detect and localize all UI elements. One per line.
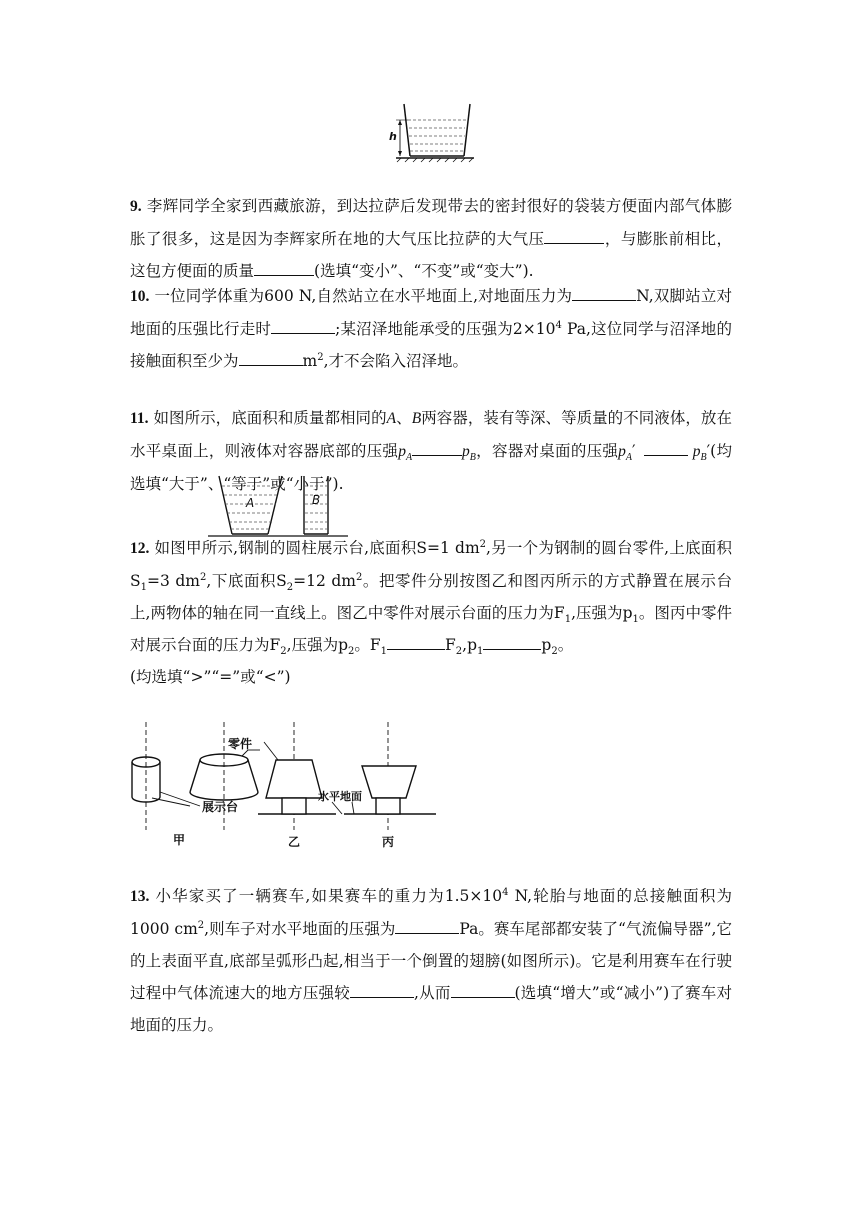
- question-text: ,下底面积S: [206, 572, 287, 590]
- pressure-symbol: p: [462, 443, 470, 460]
- subscript: 2: [348, 646, 355, 658]
- container-b-name: B: [411, 410, 422, 427]
- question-text: =3 dm: [147, 572, 200, 590]
- question-text: =12 dm: [293, 572, 356, 590]
- prime-mark: ′: [706, 442, 711, 460]
- answer-blank[interactable]: [412, 440, 462, 457]
- question-number: 13.: [130, 888, 150, 905]
- question-text: 。图丙中零件对展示台面的压力为F: [130, 604, 732, 654]
- stand-label: 展示台: [202, 800, 239, 814]
- caption-yi: 乙: [288, 835, 301, 849]
- question-text: N,轮胎与地面的总接触面积为1000 cm: [130, 887, 732, 938]
- question-text: ，容器对桌面的压强: [475, 442, 619, 460]
- answer-blank[interactable]: [644, 440, 688, 457]
- container-a-name: A: [386, 410, 397, 427]
- question-text: ;某沼泽地能承受的压强为2×10: [335, 320, 556, 338]
- exponent: 2: [355, 571, 363, 583]
- subscript: 1: [564, 614, 572, 626]
- stand-parts-figure: [126, 722, 438, 850]
- container-depth-figure: [384, 98, 476, 164]
- pressure-symbol: p: [398, 443, 406, 460]
- question-number: 11.: [130, 410, 149, 427]
- separator: 、: [396, 409, 412, 427]
- question-text: Pa。赛车尾部都安装了“气流偏导器”,它的上表面平直,底部呈弧形凸起,相当于一个倒置的翅膀(如图所示)。它是利用赛车在行驶过程中气体流速大的地方压强较: [130, 920, 732, 1002]
- question-text: ,从而: [413, 984, 451, 1002]
- question-10: [130, 280, 732, 377]
- question-9: [130, 190, 732, 287]
- subscript: 2: [551, 646, 558, 658]
- subscript: 1: [380, 646, 388, 658]
- question-12: [130, 532, 732, 693]
- answer-blank[interactable]: [239, 350, 303, 367]
- question-text: ,压强为p: [571, 604, 633, 622]
- question-text: 如图甲所示,钢制的圆柱展示台,底面积S=1 dm: [154, 539, 480, 557]
- exponent: 2: [197, 919, 205, 931]
- subscript: A: [405, 452, 413, 464]
- answer-blank[interactable]: [254, 260, 314, 277]
- question-text: 如图所示，底面积和质量都相同的: [153, 409, 387, 427]
- question-text: 。F: [354, 636, 381, 654]
- subscript: B: [700, 452, 707, 464]
- question-text: (均选填“>”“=”或“<”): [130, 668, 291, 686]
- subscript: 1: [477, 646, 484, 658]
- exponent: 4: [502, 886, 509, 898]
- question-text: N,双脚站立对地面的压强比行走时: [130, 287, 732, 338]
- exponent: 4: [555, 319, 562, 331]
- answer-blank[interactable]: [387, 634, 445, 651]
- answer-blank[interactable]: [395, 918, 459, 935]
- exponent: 2: [479, 538, 487, 550]
- question-text: ,p: [462, 636, 478, 654]
- answer-blank[interactable]: [572, 285, 636, 302]
- question-text: (均选填“大于”、“等于”或“小于”).: [130, 442, 732, 493]
- container-a-label: A: [246, 496, 255, 510]
- exponent: 2: [199, 571, 207, 583]
- answer-blank[interactable]: [483, 634, 541, 651]
- caption-bing: 丙: [382, 835, 395, 849]
- question-text: 李辉同学全家到西藏旅游，到达拉萨后发现带去的密封很好的袋装方便面内部气体膨胀了很多，这是因为李辉家所在地的大气压比拉萨的大气压: [130, 197, 732, 248]
- answer-blank[interactable]: [271, 318, 335, 335]
- subscript: 2: [455, 646, 463, 658]
- question-text: ,才不会陷入沼泽地。: [323, 352, 469, 370]
- question-text: 小华家买了一辆赛车,如果赛车的重力为1.5×10: [155, 887, 503, 905]
- question-text: (选填“变小”、“不变”或“变大”).: [314, 262, 534, 280]
- subscript: 2: [280, 646, 287, 658]
- subscript: 1: [632, 614, 639, 626]
- subscript: B: [469, 452, 476, 464]
- exponent: 2: [317, 351, 324, 363]
- containers-ab-figure: [208, 474, 348, 538]
- part-label: 零件: [228, 737, 253, 751]
- question-number: 10.: [130, 288, 150, 305]
- question-text: ,压强为p: [286, 636, 348, 654]
- ground-label: 水平地面: [318, 790, 362, 803]
- question-text: p: [541, 636, 552, 654]
- question-text: 。把零件分别按图乙和图丙所示的方式静置在展示台上,两物体的轴在同一直线上。图乙中零件对展示台面的压力为F: [130, 572, 732, 622]
- pressure-symbol: p: [692, 443, 701, 460]
- caption-jia: 甲: [173, 833, 186, 847]
- question-text: 两容器，装有等深、等质量的不同液体，放在水平桌面上，则液体对容器底部的压强: [130, 409, 732, 460]
- question-text: 。: [557, 636, 574, 654]
- question-text: ,另一个为钢制的圆台零件,上底面积S: [130, 539, 732, 590]
- question-text: F: [445, 636, 456, 654]
- question-number: 9.: [130, 198, 142, 215]
- question-text: m: [302, 352, 318, 370]
- subscript: 1: [140, 582, 147, 594]
- answer-blank[interactable]: [350, 982, 414, 999]
- question-text: (选填“增大”或“减小”)了赛车对地面的压力。: [130, 984, 732, 1034]
- question-text: ,则车子对水平地面的压强为: [204, 920, 396, 938]
- question-text: 一位同学体重为600 N,自然站立在水平地面上,对地面压力为: [154, 287, 573, 305]
- question-13: [130, 880, 732, 1041]
- subscript: 2: [286, 582, 294, 594]
- container-b-label: B: [312, 493, 321, 507]
- subscript: A: [625, 452, 633, 464]
- prime-mark: ′: [632, 442, 636, 460]
- pressure-symbol: p: [618, 443, 626, 460]
- question-text: ，与膨胀前相比，这包方便面的质量: [130, 230, 732, 280]
- answer-blank[interactable]: [544, 228, 604, 245]
- question-number: 12.: [130, 540, 150, 557]
- depth-h-label: h: [389, 130, 397, 143]
- answer-blank[interactable]: [451, 982, 515, 999]
- question-text: Pa,这位同学与沼泽地的接触面积至少为: [130, 320, 732, 370]
